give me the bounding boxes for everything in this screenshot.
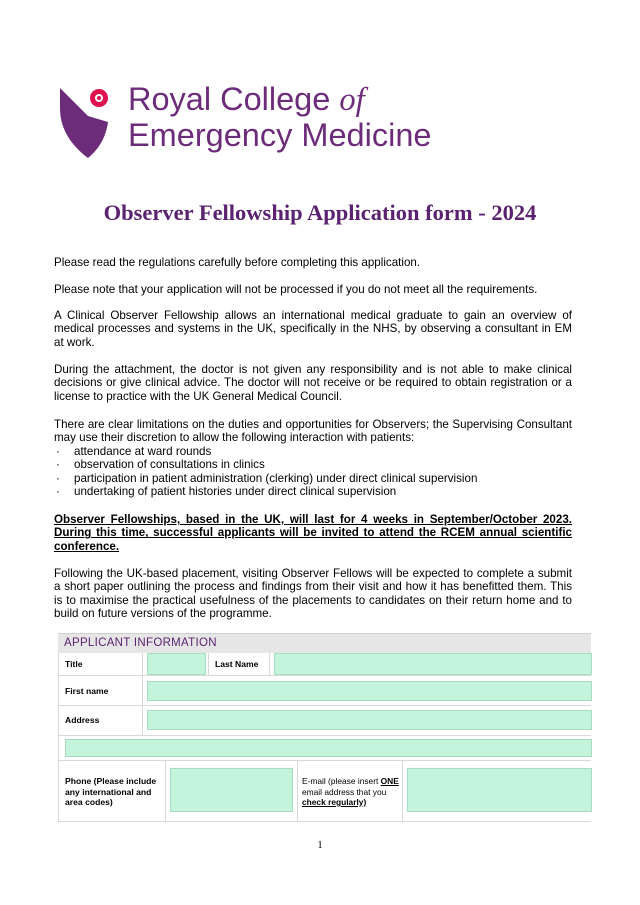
email-label-mid: email address that you xyxy=(302,786,387,797)
paragraph-1 xyxy=(54,256,572,269)
logo-line1: Royal College xyxy=(128,81,340,117)
rose-and-shield-icon xyxy=(58,86,110,158)
address-field[interactable] xyxy=(147,710,592,730)
last-name-label: Last Name xyxy=(215,659,259,669)
list-item: · undertaking of patient histories under direct clinical supervision xyxy=(54,485,572,498)
paragraph-7 xyxy=(54,567,572,621)
title-field[interactable] xyxy=(147,653,206,675)
contact-row xyxy=(58,761,591,822)
email-label-one: ONE xyxy=(380,776,399,786)
interaction-list xyxy=(54,445,572,499)
list-item: · attendance at ward rounds xyxy=(54,445,572,458)
paragraph-6 xyxy=(54,513,572,553)
list-item: · observation of consultations in clinics xyxy=(54,458,572,471)
page-number: 1 xyxy=(317,839,323,851)
paragraph-5-text: There are clear limitations on the duties and opportunities for Observers; the Supervising Consultant may use their discretion to allow the following interaction with patients: xyxy=(54,418,572,445)
rcem-logo xyxy=(58,81,478,161)
paragraph-3 xyxy=(54,309,572,349)
logo-of: of xyxy=(339,82,365,118)
paragraph-7-text: Following the UK-based placement, visiting Observer Fellows will be expected to complete a submit a short paper outlining the process and findings from their visit and how it has benefitted them. This is to maximise the practical usefulness of the placements to candidates on their return home and to build on future versions of the programme. xyxy=(54,567,572,621)
form-header: APPLICANT INFORMATION xyxy=(58,633,591,653)
paragraph-1-text: Please read the regulations carefully before completing this application. xyxy=(54,256,421,269)
logo-line2: Emergency Medicine xyxy=(128,117,432,153)
phone-field[interactable] xyxy=(170,768,293,812)
paragraph-3-text: A Clinical Observer Fellowship allows an international medical graduate to gain an overview of medical processes and systems in the UK, specifically in the NHS, by observing a consultant in EM at work. xyxy=(54,309,572,349)
page-title: Observer Fellowship Application form - 2024 xyxy=(103,200,537,225)
address-row xyxy=(58,706,591,736)
list-item: · participation in patient administration (clerking) under direct clinical supervision xyxy=(54,472,572,485)
email-label xyxy=(302,776,402,808)
address-label: Address xyxy=(65,715,100,725)
address-line2-field[interactable] xyxy=(65,739,592,757)
paragraph-5 xyxy=(54,418,572,498)
email-label-check: check regularly) xyxy=(302,797,367,807)
title-row xyxy=(58,653,591,676)
first-name-row xyxy=(58,676,591,706)
paragraph-2 xyxy=(54,283,572,296)
first-name-field[interactable] xyxy=(147,681,592,701)
paragraph-2-text: Please note that your application will not be processed if you do not meet all the requirements. xyxy=(54,283,538,296)
applicant-information-form xyxy=(58,633,591,822)
title-label: Title xyxy=(65,659,83,669)
paragraph-6-text: Observer Fellowships, based in the UK, will last for 4 weeks in September/October 2023. During this time, successful applicants will be invited to attend the RCEM annual scientific conference. xyxy=(54,513,572,553)
phone-label: Phone (Please include any international and area codes) xyxy=(65,776,157,807)
paragraph-4 xyxy=(54,363,572,403)
logo-wordmark xyxy=(128,82,431,153)
email-field[interactable] xyxy=(407,768,592,812)
last-name-field[interactable] xyxy=(274,653,592,675)
email-label-pre: E-mail (please insert xyxy=(302,776,381,786)
paragraph-4-text: During the attachment, the doctor is not given any responsibility and is not able to make clinical decisions or give clinical advice. The doctor will not receive or be required to obtain registration or a license to practice with the UK General Medical Council. xyxy=(54,363,572,403)
first-name-label: First name xyxy=(65,686,109,696)
address-line2-row xyxy=(58,736,591,761)
